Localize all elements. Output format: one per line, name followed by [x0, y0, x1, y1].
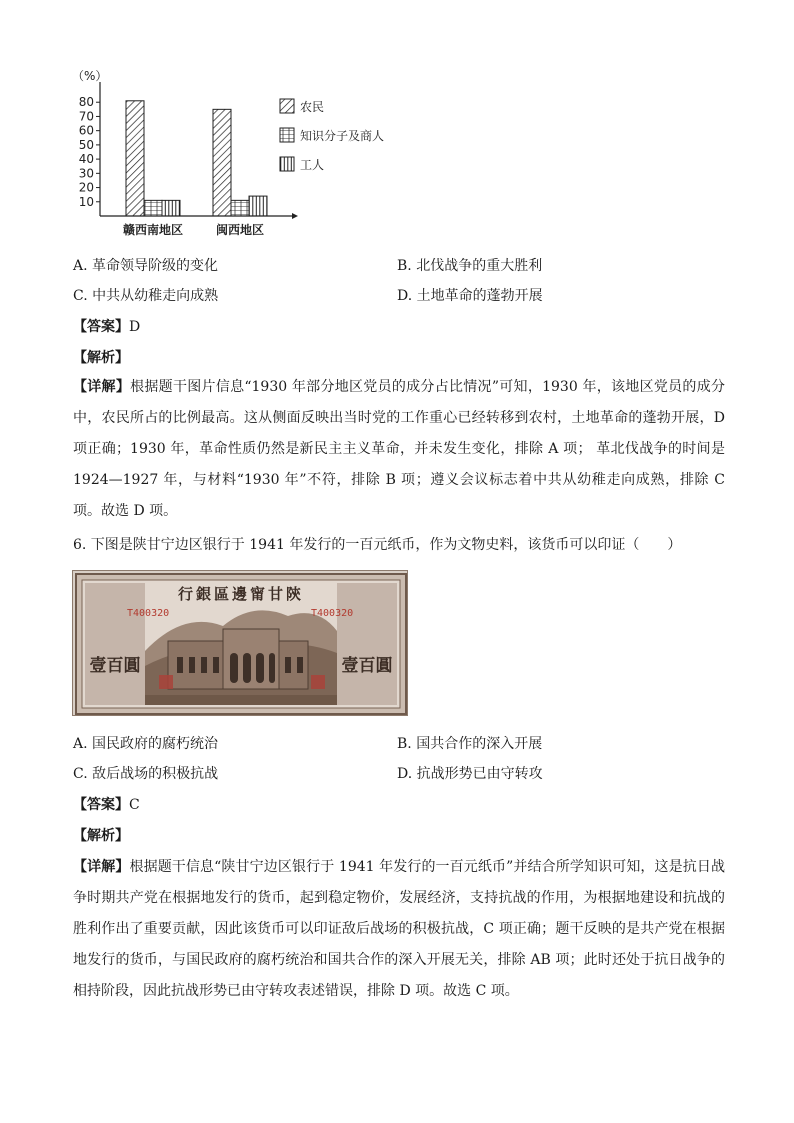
y-tick-label: 70 — [78, 109, 94, 124]
q5-answer-label: 【答案】 — [73, 319, 129, 335]
q5-option-a: A. 革命领导阶级的变化 — [73, 258, 219, 274]
q6-answer — [73, 796, 140, 814]
q6-analysis-label: 【解析】 — [73, 828, 129, 844]
legend-label: 工人 — [300, 158, 325, 172]
banknote-svg — [73, 571, 408, 716]
bar — [249, 196, 267, 216]
party-composition-chart — [70, 66, 410, 244]
q6-option-a: A. 国民政府的腐朽统治 — [73, 736, 219, 752]
bar — [231, 200, 249, 216]
q6-detail-text: 根据题干信息“陕甘宁边区银行于 1941 年发行的一百元纸币”并结合所学知识可知，这是抗日战争时期共产党在根据地发行的货币，起到稳定物价，发展经济，支持抗战的作用，为根据地建设和抗战的胜利作出了重要贡献，因此该货币可以印证敌后战场的积极抗战，C 项正确；题干反映的是共产党在根据地发行的货币，与国民政府的腐朽统治和国共合作的深入开展无关，排除 AB 项；此时还处于抗日战争的相持阶段，因此抗战形势已由守转攻表述错误，排除 D 项。故选 C 项。 — [73, 859, 726, 999]
q6-stem: 6. 下图是陕甘宁边区银行于 1941 年发行的一百元纸币，作为文物史料，该货币可以印证（ ） — [73, 537, 682, 553]
bar — [126, 101, 144, 216]
q5-answer-value: D — [129, 319, 141, 335]
y-tick-label: 80 — [78, 95, 94, 110]
q5-detail-label: 【详解】 — [73, 379, 131, 395]
q5-analysis-label: 【解析】 — [73, 350, 129, 366]
banknote-denomination-right: 壹百圓 — [341, 656, 393, 676]
bar — [213, 109, 231, 216]
legend-label: 知识分子及商人 — [300, 129, 385, 143]
q5-option-d: D. 土地革命的蓬勃开展 — [397, 288, 543, 304]
x-category-label: 赣西南地区 — [122, 223, 184, 237]
y-tick-label: 10 — [78, 194, 94, 209]
legend-swatch — [280, 99, 294, 113]
bar-chart-svg — [70, 66, 410, 244]
bar — [144, 200, 162, 216]
bar — [162, 200, 180, 216]
y-tick-label: 30 — [78, 166, 94, 181]
q5-answer — [73, 318, 140, 336]
y-tick-label: 20 — [78, 180, 94, 195]
y-tick-label: 40 — [78, 152, 94, 167]
q6-answer-value: C — [129, 797, 140, 813]
y-tick-label: 60 — [78, 123, 94, 138]
y-tick-label: 50 — [78, 137, 94, 152]
q5-option-c: C. 中共从幼稚走向成熟 — [73, 288, 219, 304]
q6-detail — [73, 852, 725, 1007]
q6-option-b: B. 国共合作的深入开展 — [397, 736, 543, 752]
banknote-image — [72, 570, 408, 716]
banknote-bank-name: 行銀區邊甯甘陝 — [177, 585, 305, 603]
q6-option-d: D. 抗战形势已由守转攻 — [397, 766, 543, 782]
legend-swatch — [280, 157, 294, 171]
q5-detail — [73, 372, 725, 527]
q6-answer-label: 【答案】 — [73, 797, 129, 813]
q5-detail-text: 根据题干图片信息“1930 年部分地区党员的成分占比情况”可知，1930 年，该地区党员的成分中，农民所占的比例最高。这从侧面反映出当时党的工作重心已经转移到农村，土地革命的蓬勃开展，D 项正确；1930 年，革命性质仍然是新民主主义革命，并未发生变化，排除 A 项； 革北伐战争的时间是 1924—1927 年，与材料“1930 年”不符，排除 B 项；遵义会议标志着中共从幼稚走向成熟，排除 C 项。故选 D 项。 — [73, 379, 725, 519]
x-category-label: 闽西地区 — [215, 223, 265, 237]
banknote-serial-left: T400320 — [127, 608, 170, 619]
banknote-denomination-left: 壹百圓 — [89, 656, 141, 676]
x-axis-arrow — [292, 213, 298, 219]
q6-detail-label: 【详解】 — [73, 859, 130, 875]
banknote-serial-right: T400320 — [311, 608, 354, 619]
q5-option-b: B. 北伐战争的重大胜利 — [397, 258, 543, 274]
y-axis-label: （%） — [72, 69, 108, 83]
legend-label: 农民 — [300, 100, 325, 114]
q6-option-c: C. 敌后战场的积极抗战 — [73, 766, 219, 782]
legend-swatch — [280, 128, 294, 142]
